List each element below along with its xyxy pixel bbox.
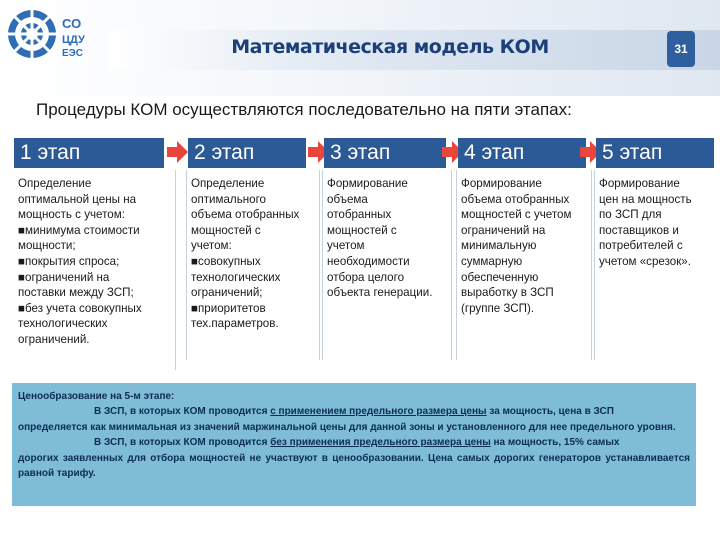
so-cdu-ees-logo bbox=[4, 4, 108, 64]
stage-1-header: 1 этап bbox=[14, 138, 164, 168]
svg-text:ЦДУ: ЦДУ bbox=[62, 34, 85, 46]
stage-2-description: Определение оптимального объема отобранных мощностей с учетом: ■совокупных технологических ограничений; ■приоритетов тех.параметров. bbox=[186, 170, 320, 360]
stage-2-header: 2 этап bbox=[188, 138, 306, 168]
note-paragraph-1-cont: определяется как минимальная из значений маржинальной цены для данной зоны и установленного для нее предельного уровня. bbox=[18, 421, 676, 433]
slide-title: Математическая модель КОМ bbox=[231, 36, 549, 58]
note-paragraph-2-cont: дорогих заявленных для отбора мощностей не участвуют в ценообразовании. Цена самых дорогих генераторов устанавливается равной тарифу. bbox=[18, 452, 690, 480]
pricing-note-box bbox=[12, 383, 696, 506]
note-paragraph-1: В ЗСП, в которых КОМ проводится с применением предельного размера цены за мощность, цена в ЗСП bbox=[94, 406, 614, 418]
arrow-right-icon bbox=[177, 141, 188, 163]
stage-3-description: Формирование объема отобранных мощностей с учетом необходимости отбора целого объекта генерации. bbox=[322, 170, 452, 360]
stage-4-description: Формирование объема отобранных мощностей с учетом ограничений на минимальную суммарную обеспеченную выработку в ЗСП (группе ЗСП). bbox=[456, 170, 592, 360]
page-number-badge: 31 bbox=[667, 31, 695, 67]
stage-1-description: Определение оптимальной цены на мощность с учетом: ■минимума стоимости мощности; ■покрытия спроса; ■ограничений на поставки между ЗСП; ■без учета совокупных технологических ограничений. bbox=[14, 170, 176, 370]
sun-icon bbox=[6, 8, 58, 60]
stage-4-header: 4 этап bbox=[458, 138, 586, 168]
note-paragraph-2: В ЗСП, в которых КОМ проводится без применения предельного размера цены на мощность, 15% самых bbox=[94, 437, 620, 449]
stage-5-header: 5 этап bbox=[596, 138, 714, 168]
svg-text:ЕЭС: ЕЭС bbox=[62, 48, 84, 59]
svg-text:СО: СО bbox=[62, 16, 82, 31]
stage-3-header: 3 этап bbox=[324, 138, 446, 168]
note-heading: Ценообразование на 5-м этапе: bbox=[18, 391, 175, 402]
intro-text: Процедуры КОМ осуществляются последовательно на пяти этапах: bbox=[36, 100, 572, 119]
stage-5-description: Формирование цен на мощность по ЗСП для поставщиков и потребителей с учетом «срезок». bbox=[594, 170, 714, 360]
